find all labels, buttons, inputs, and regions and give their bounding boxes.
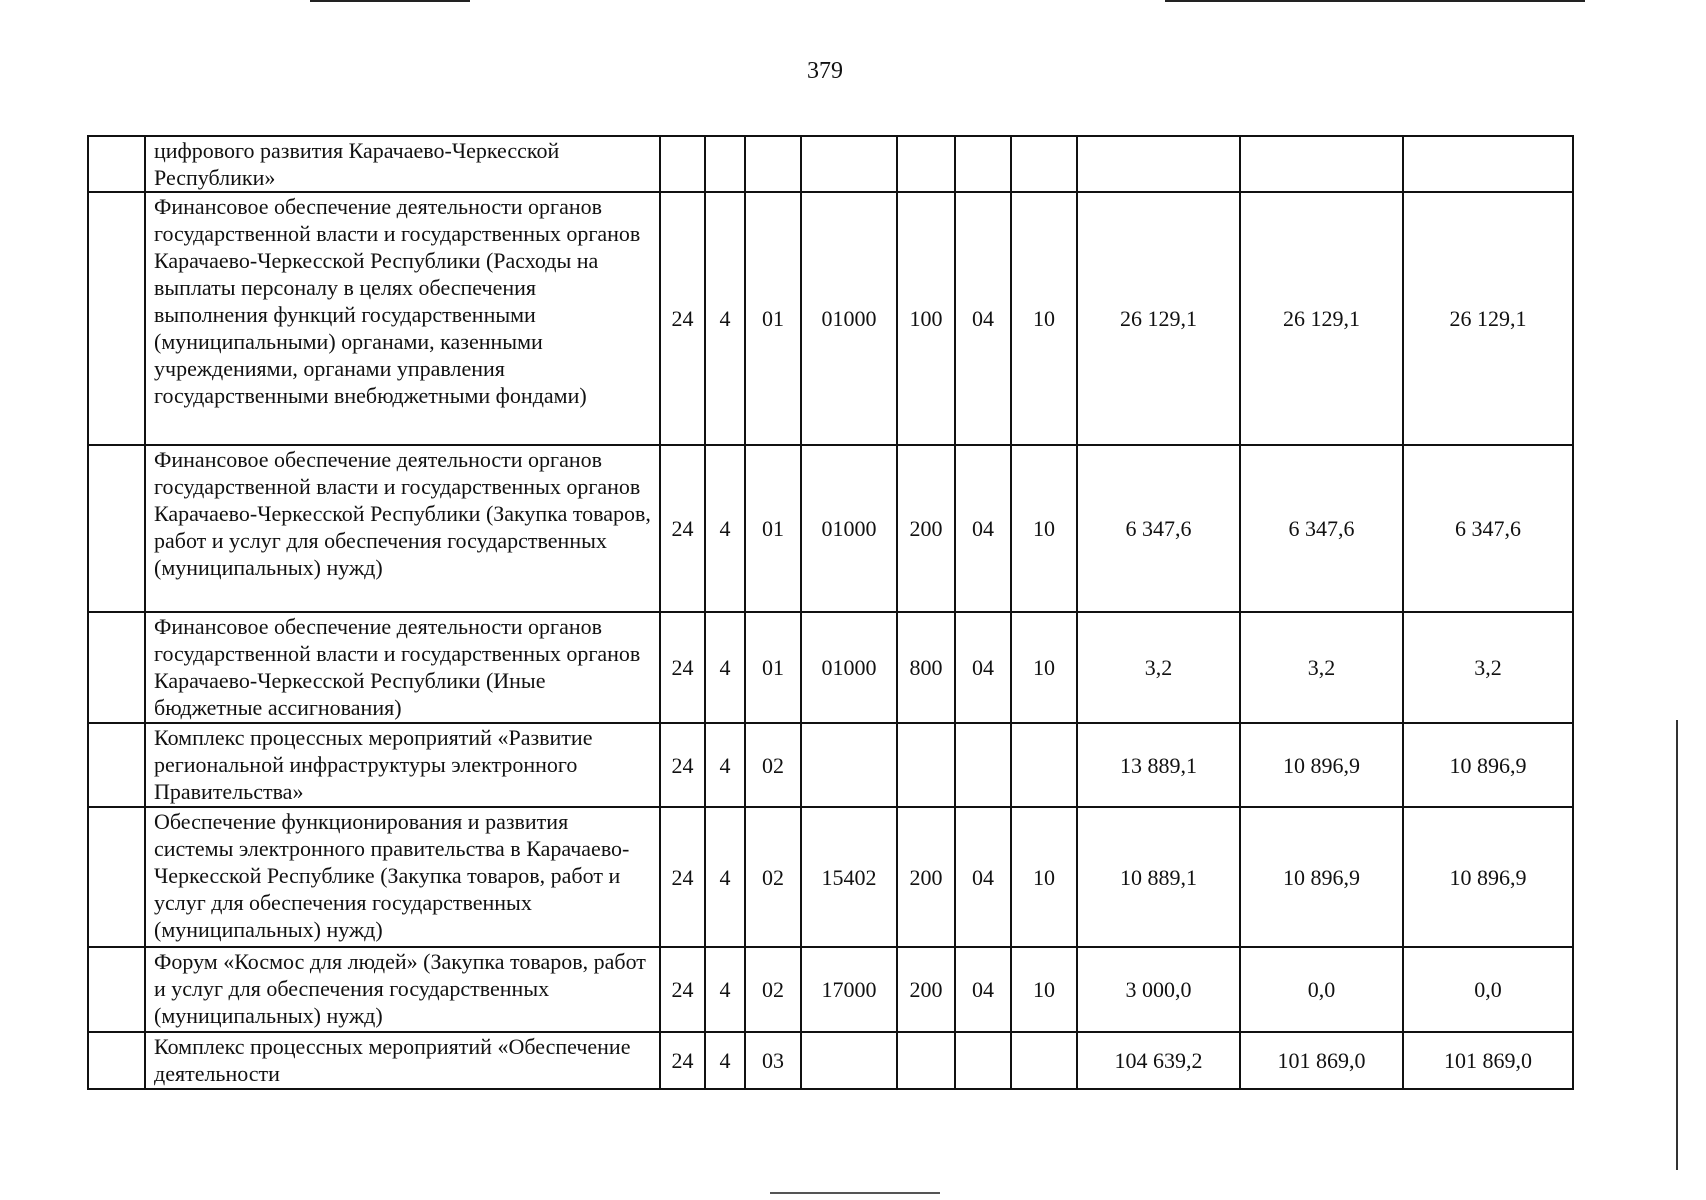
code-cell: 10 [1011,612,1077,723]
amount-cell: 26 129,1 [1077,192,1240,445]
code-cell [745,136,801,192]
row-index-cell [88,807,145,947]
code-cell [705,136,745,192]
scan-edge-line-right [1165,0,1585,2]
row-index-cell [88,612,145,723]
row-description: Обеспечение функционирования и развития системы электронного правительства в Карачаево-Черкесской Республике (Закупка товаров, работ и услуг для обеспечения государственных (муниципальных) нужд) [145,807,660,947]
amount-cell: 3,2 [1077,612,1240,723]
code-cell: 24 [660,947,705,1032]
code-cell: 24 [660,612,705,723]
code-cell: 200 [897,807,955,947]
page-number: 379 [807,58,843,84]
scan-edge-line-bottom [770,1192,940,1194]
amount-cell: 13 889,1 [1077,723,1240,807]
row-index-cell [88,136,145,192]
code-cell [955,723,1011,807]
code-cell: 800 [897,612,955,723]
table-row [88,136,1573,192]
code-cell: 01000 [801,445,897,612]
amount-cell: 10 896,9 [1240,807,1403,947]
code-cell: 02 [745,723,801,807]
amount-cell: 104 639,2 [1077,1032,1240,1089]
code-cell: 10 [1011,807,1077,947]
code-cell: 4 [705,723,745,807]
amount-cell: 6 347,6 [1240,445,1403,612]
row-description: Комплекс процессных мероприятий «Обеспечение деятельности [145,1032,660,1089]
code-cell: 24 [660,807,705,947]
code-cell [897,723,955,807]
amount-cell: 10 889,1 [1077,807,1240,947]
code-cell: 04 [955,192,1011,445]
row-index-cell [88,1032,145,1089]
amount-cell: 10 896,9 [1240,723,1403,807]
code-cell: 01000 [801,612,897,723]
code-cell: 4 [705,1032,745,1089]
amount-cell: 0,0 [1403,947,1573,1032]
code-cell: 01000 [801,192,897,445]
scan-edge-line-vertical [1676,720,1678,1170]
amount-cell: 10 896,9 [1403,807,1573,947]
amount-cell: 6 347,6 [1403,445,1573,612]
amount-cell [1403,136,1573,192]
code-cell: 01 [745,612,801,723]
table-row [88,192,1573,445]
row-description: Форум «Космос для людей» (Закупка товаров, работ и услуг для обеспечения государственных (муниципальных) нужд) [145,947,660,1032]
code-cell: 15402 [801,807,897,947]
code-cell [955,1032,1011,1089]
code-cell [1011,1032,1077,1089]
amount-cell: 101 869,0 [1403,1032,1573,1089]
code-cell [801,723,897,807]
code-cell [801,136,897,192]
code-cell: 200 [897,445,955,612]
code-cell: 04 [955,612,1011,723]
code-cell: 01 [745,192,801,445]
amount-cell [1240,136,1403,192]
amount-cell: 26 129,1 [1403,192,1573,445]
code-cell: 10 [1011,445,1077,612]
code-cell: 4 [705,192,745,445]
code-cell [801,1032,897,1089]
code-cell [955,136,1011,192]
code-cell: 4 [705,612,745,723]
table-row [88,807,1573,947]
code-cell [660,136,705,192]
code-cell: 100 [897,192,955,445]
amount-cell: 101 869,0 [1240,1032,1403,1089]
code-cell: 04 [955,807,1011,947]
row-description: Финансовое обеспечение деятельности органов государственной власти и государственных органов Карачаево-Черкесской Республики (Закупка товаров, работ и услуг для обеспечения государственных (муниципальных) нужд) [145,445,660,612]
amount-cell: 10 896,9 [1403,723,1573,807]
row-index-cell [88,947,145,1032]
code-cell: 02 [745,807,801,947]
code-cell: 200 [897,947,955,1032]
code-cell [1011,723,1077,807]
code-cell [897,136,955,192]
amount-cell: 3 000,0 [1077,947,1240,1032]
amount-cell [1077,136,1240,192]
row-description: Финансовое обеспечение деятельности органов государственной власти и государственных органов Карачаево-Черкесской Республики (Расходы на выплаты персоналу в целях обеспечения выполнения функций государственными (муниципальными) органами, казенными учреждениями, органами управления государственными внебюджетными фондами) [145,192,660,445]
table-row [88,1032,1573,1089]
amount-cell: 0,0 [1240,947,1403,1032]
code-cell: 4 [705,947,745,1032]
code-cell: 03 [745,1032,801,1089]
code-cell: 17000 [801,947,897,1032]
amount-cell: 6 347,6 [1077,445,1240,612]
code-cell: 04 [955,445,1011,612]
code-cell [897,1032,955,1089]
amount-cell: 3,2 [1403,612,1573,723]
scan-edge-line-left [310,0,470,2]
amount-cell: 26 129,1 [1240,192,1403,445]
code-cell: 24 [660,445,705,612]
table-row [88,445,1573,612]
code-cell: 24 [660,723,705,807]
table-row [88,947,1573,1032]
code-cell: 4 [705,807,745,947]
code-cell: 10 [1011,947,1077,1032]
table-row [88,612,1573,723]
row-description: цифрового развития Карачаево-Черкесской Республики» [145,136,660,192]
row-description: Финансовое обеспечение деятельности органов государственной власти и государственных органов Карачаево-Черкесской Республики (Иные бюджетные ассигнования) [145,612,660,723]
code-cell: 4 [705,445,745,612]
row-description: Комплекс процессных мероприятий «Развитие региональной инфраструктуры электронного Правительства» [145,723,660,807]
code-cell: 10 [1011,192,1077,445]
code-cell: 02 [745,947,801,1032]
code-cell: 24 [660,192,705,445]
row-index-cell [88,445,145,612]
budget-table [87,135,1574,1090]
code-cell: 04 [955,947,1011,1032]
code-cell: 24 [660,1032,705,1089]
table-row [88,723,1573,807]
code-cell [1011,136,1077,192]
amount-cell: 3,2 [1240,612,1403,723]
row-index-cell [88,192,145,445]
code-cell: 01 [745,445,801,612]
row-index-cell [88,723,145,807]
